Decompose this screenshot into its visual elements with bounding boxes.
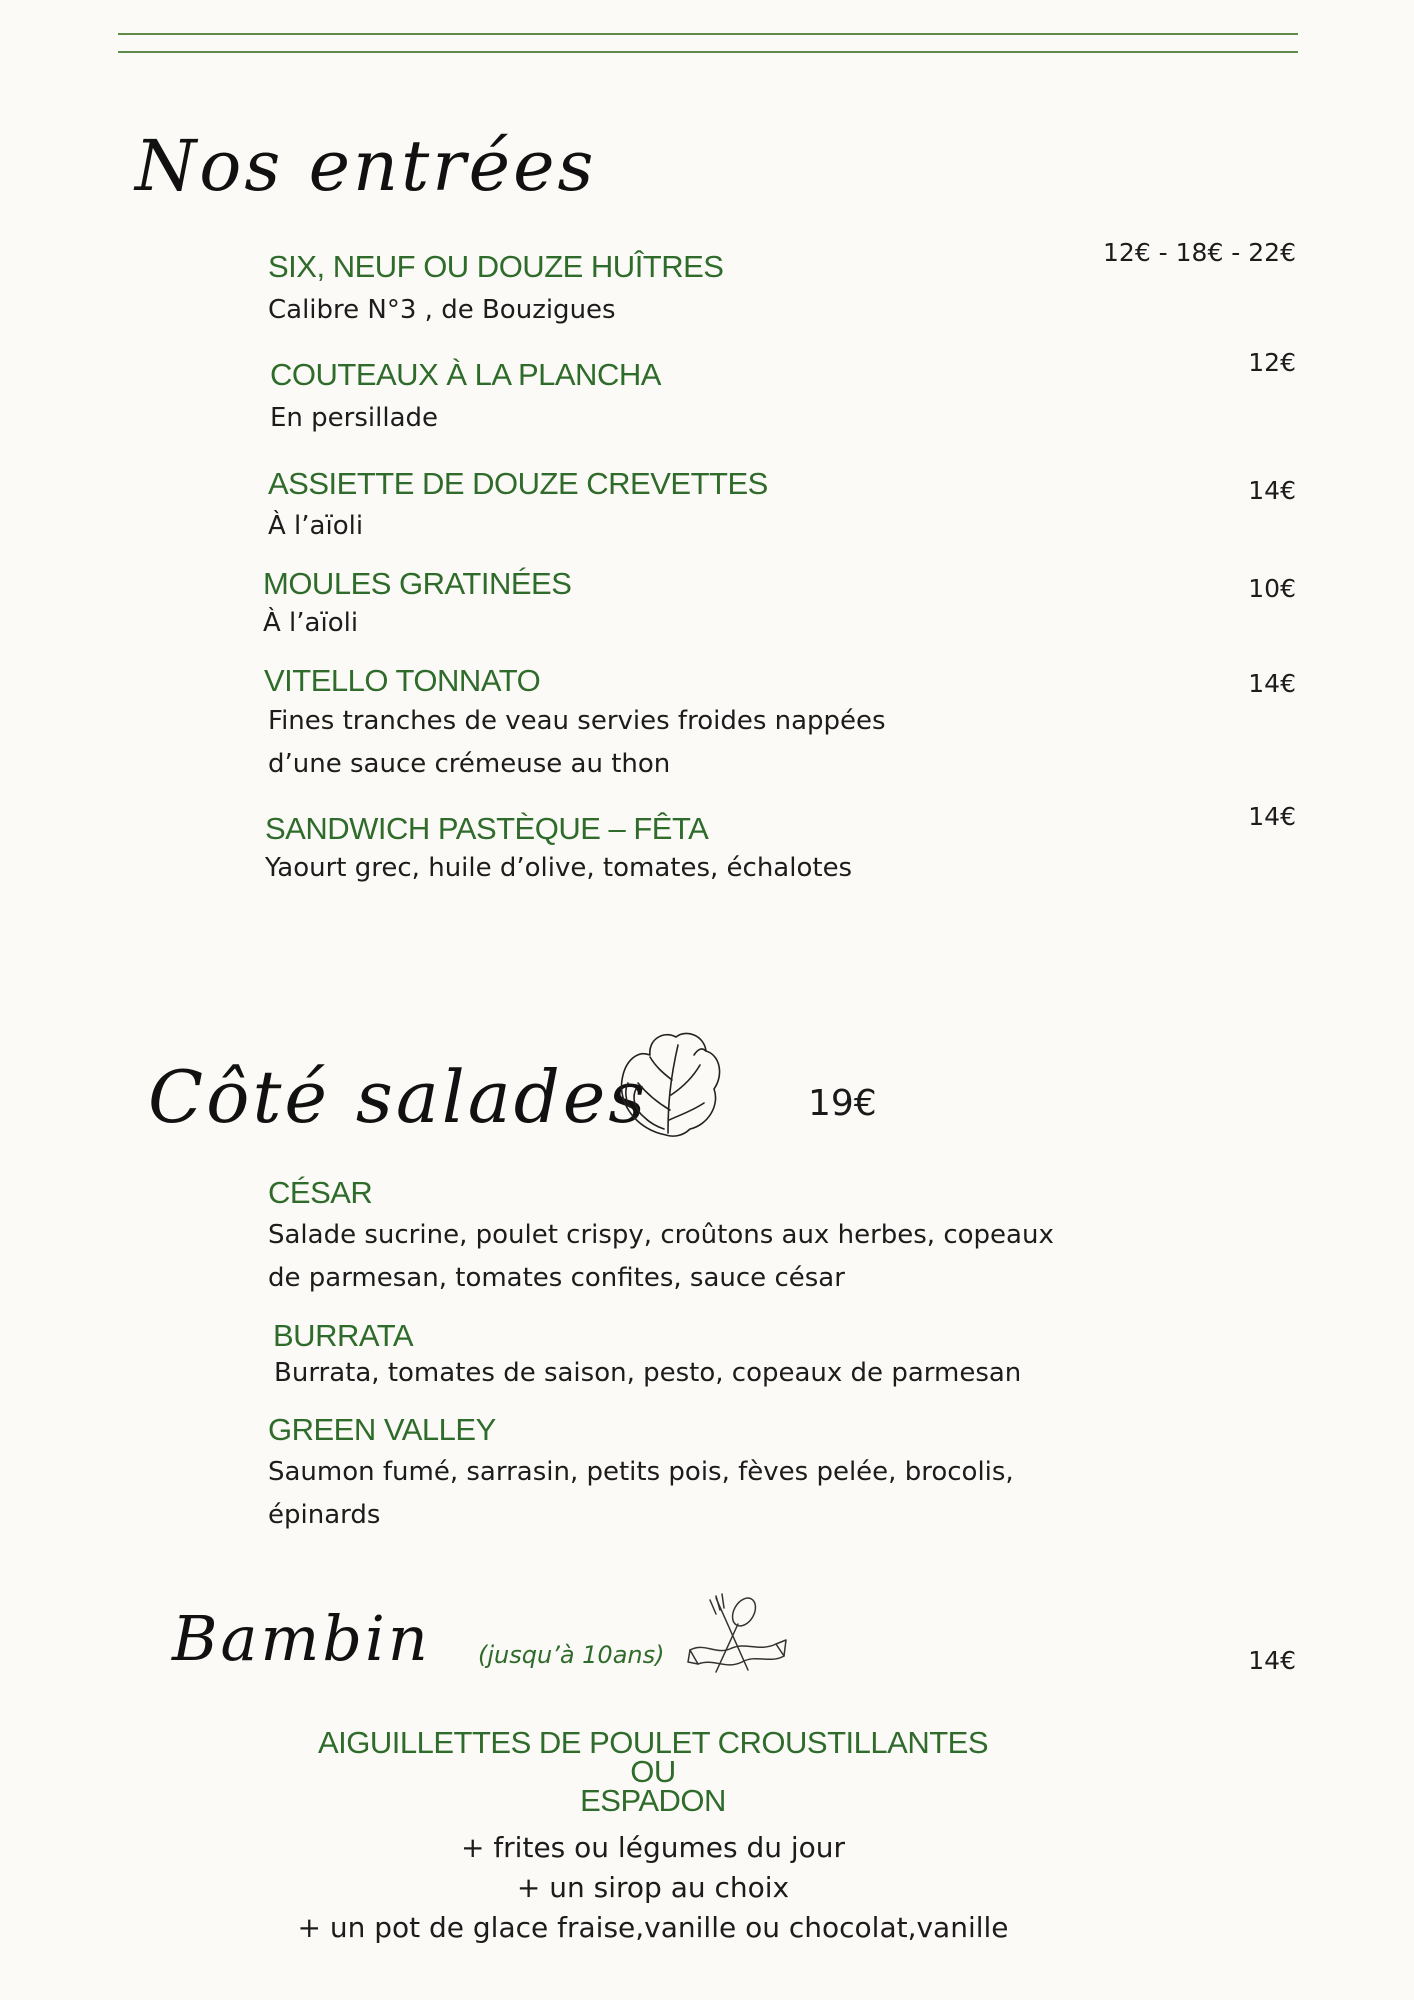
dish-price-vitello: 14€	[1248, 669, 1296, 698]
salades-title: Côté salades	[148, 1055, 649, 1139]
dish-price-moules: 10€	[1248, 574, 1296, 603]
bambin-extra-1: + frites ou légumes du jour	[460, 1831, 846, 1864]
salad-name-cesar: CÉSAR	[268, 1175, 373, 1210]
dish-desc-vitello-line2: d’une sauce crémeuse au thon	[268, 749, 671, 779]
dish-name-moules: MOULES GRATINÉES	[263, 566, 572, 601]
dish-name-vitello: VITELLO TONNATO	[264, 663, 541, 698]
top-rule	[118, 33, 1298, 35]
bambin-subtitle: (jusqu’à 10ans)	[478, 1641, 665, 1669]
salad-desc-green-valley-line1: Saumon fumé, sarrasin, petits pois, fèves pelée, brocolis,	[268, 1457, 1014, 1487]
dish-desc-huitres: Calibre N°3 , de Bouzigues	[268, 295, 616, 325]
dish-name-huitres: SIX, NEUF OU DOUZE HUÎTRES	[268, 249, 724, 284]
dish-price-crevettes: 14€	[1248, 476, 1296, 505]
bambin-extras	[0, 1828, 1306, 1948]
dish-name-couteaux: COUTEAUX À LA PLANCHA	[270, 357, 661, 392]
bambin-dish-line1: AIGUILLETTES DE POULET CROUSTILLANTES	[318, 1725, 988, 1760]
salad-desc-cesar-line2: de parmesan, tomates confites, sauce césar	[268, 1263, 845, 1293]
dish-price-sandwich: 14€	[1248, 802, 1296, 831]
bambin-price: 14€	[1248, 1646, 1296, 1675]
lettuce-icon	[608, 1025, 728, 1143]
dish-price-couteaux: 12€	[1248, 348, 1296, 377]
salad-name-burrata: BURRATA	[273, 1318, 414, 1353]
salad-name-green-valley: GREEN VALLEY	[268, 1412, 496, 1447]
dish-desc-vitello-line1: Fines tranches de veau servies froides nappées	[268, 706, 886, 736]
bambin-dish	[0, 1725, 1306, 1818]
dish-desc-moules: À l’aïoli	[263, 608, 359, 638]
bambin-dish-line3: ESPADON	[580, 1783, 726, 1818]
bambin-dish-or: OU	[630, 1754, 676, 1789]
salad-desc-green-valley-line2: épinards	[268, 1500, 381, 1530]
salades-price: 19€	[808, 1083, 877, 1124]
top-rule-second	[118, 51, 1298, 53]
salad-desc-burrata: Burrata, tomates de saison, pesto, copeaux de parmesan	[274, 1358, 1022, 1388]
dish-desc-sandwich: Yaourt grec, huile d’olive, tomates, échalotes	[265, 853, 853, 883]
entrees-title: Nos entrées	[135, 125, 597, 207]
cutlery-icon	[686, 1590, 790, 1680]
dish-desc-couteaux: En persillade	[270, 403, 439, 433]
bambin-title: Bambin	[172, 1602, 431, 1675]
salad-desc-cesar-line1: Salade sucrine, poulet crispy, croûtons aux herbes, copeaux	[268, 1220, 1054, 1250]
bambin-extra-3: + un pot de glace fraise,vanille ou chocolat,vanille	[297, 1911, 1009, 1944]
dish-price-huitres: 12€ - 18€ - 22€	[1103, 238, 1296, 267]
dish-name-crevettes: ASSIETTE DE DOUZE CREVETTES	[268, 466, 768, 501]
bambin-extra-2: + un sirop au choix	[516, 1871, 790, 1904]
dish-name-sandwich: SANDWICH PASTÈQUE – FÊTA	[265, 811, 709, 846]
dish-desc-crevettes: À l’aïoli	[268, 511, 364, 541]
